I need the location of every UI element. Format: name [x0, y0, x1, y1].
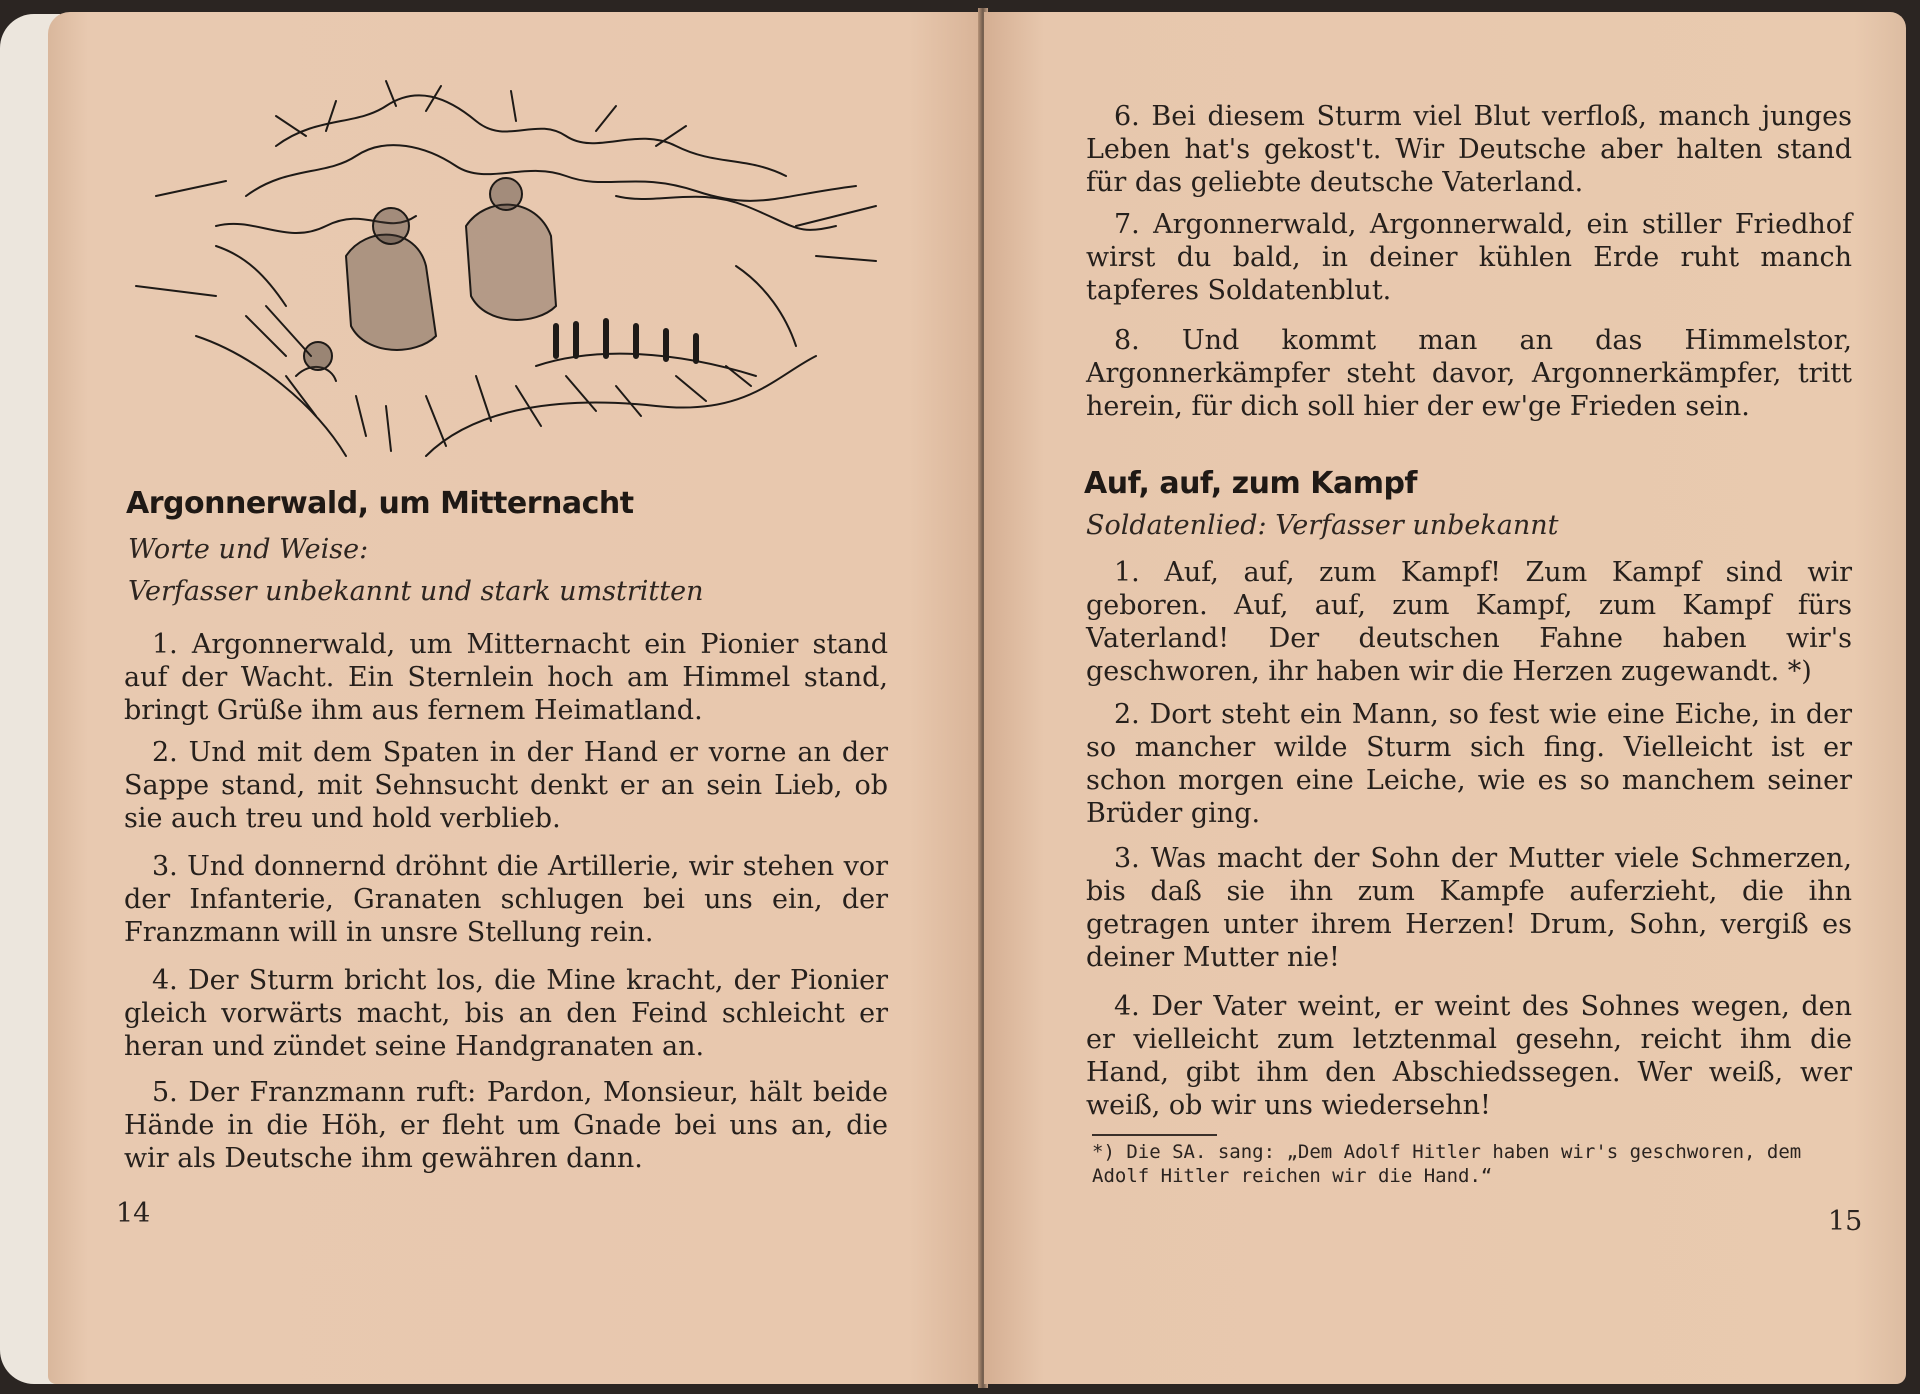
- song-credit-label: Worte und Weise:: [128, 534, 369, 565]
- verse-3: 3. Und donnernd dröhnt die Artillerie, wir stehen vor der Infanterie, Granaten schlugen bei uns ein, der Franzmann will in unsre Stellung rein.: [124, 851, 888, 948]
- verse-6: 6. Bei diesem Sturm viel Blut verfloß, manch junges Leben hat's gekost't. Wir Deutsche aber halten stand für das geliebte deutsche Vaterland.: [1086, 101, 1852, 198]
- verse-1-kampf: 1. Auf, auf, zum Kampf! Zum Kampf sind wir geboren. Auf, auf, zum Kampf, zum Kampf fürs Vaterland! Der deutschen Fahne haben wir's geschworen, ihr haben wir die Herzen zugewandt. *): [1086, 557, 1852, 687]
- song-title-auf-zum-kampf: Auf, auf, zum Kampf: [1084, 466, 1417, 501]
- song-credit: Soldatenlied: Verfasser unbekannt: [1086, 510, 1559, 541]
- verse-7: 7. Argonnerwald, Argonnerwald, ein stiller Friedhof wirst du bald, in deiner kühlen Erde ruht manch tapferes Soldatenblut.: [1086, 209, 1852, 306]
- song-credit-author: Verfasser unbekannt und stark umstritten: [128, 576, 704, 607]
- verse-2: 2. Und mit dem Spaten in der Hand er vorne an der Sappe stand, mit Sehnsucht denkt er an sein Lieb, ob sie auch treu und hold verblieb.: [124, 737, 888, 834]
- footnote-divider: [1092, 1134, 1217, 1136]
- verse-8: 8. Und kommt man an das Himmelstor, Argonnerkämpfer steht davor, Argonnerkämpfer, tritt herein, für dich soll hier der ew'ge Frieden sein.: [1086, 325, 1852, 422]
- verse-4-kampf: 4. Der Vater weint, er weint des Sohnes wegen, den er vielleicht zum letztenmal gesehn, reicht ihm die Hand, gibt ihm den Abschiedssegen. Wer weiß, wer weiß, ob wir uns wiedersehn!: [1086, 991, 1852, 1121]
- verse-2-kampf: 2. Dort steht ein Mann, so fest wie eine Eiche, in der so mancher wilde Sturm sich fing. Vielleicht ist er schon morgen eine Leiche, wie es so manchem seiner Brüder ging.: [1086, 699, 1852, 829]
- song-title-argonnerwald: Argonnerwald, um Mitternacht: [126, 486, 634, 521]
- verse-3-kampf: 3. Was macht der Sohn der Mutter viele Schmerzen, bis daß sie ihn zum Kampfe auferzieht, die ihn getragen unter ihrem Herzen! Drum, Sohn, vergiß es deiner Mutter nie!: [1086, 843, 1852, 973]
- verse-1: 1. Argonnerwald, um Mitternacht ein Pionier stand auf der Wacht. Ein Sternlein hoch am Himmel stand, bringt Grüße ihm aus fernem Heimatland.: [124, 629, 888, 726]
- footnote: *) Die SA. sang: „Dem Adolf Hitler haben wir's geschworen, dem Adolf Hitler reichen wir die Hand.“: [1092, 1141, 1802, 1187]
- trench-illustration: [96, 76, 896, 466]
- page-number-right: 15: [1828, 1206, 1863, 1237]
- verse-4: 4. Der Sturm bricht los, die Mine kracht, der Pionier gleich vorwärts macht, bis an den Feind schleicht er heran und zündet seine Handgranaten an.: [124, 965, 888, 1062]
- verse-5: 5. Der Franzmann ruft: Pardon, Monsieur, hält beide Hände in die Höh, er fleht um Gnade bei uns an, die wir als Deutsche ihm gewähren dann.: [124, 1077, 888, 1174]
- page-number-left: 14: [116, 1198, 151, 1229]
